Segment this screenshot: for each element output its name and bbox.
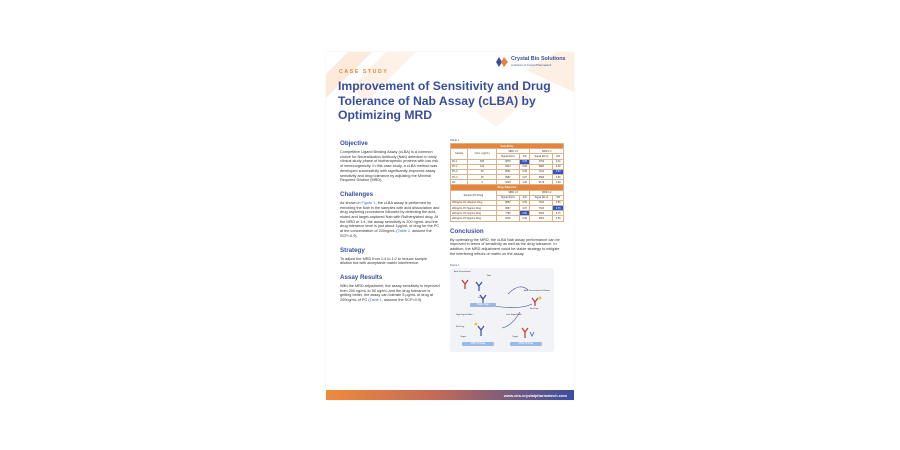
msd-plate-right: MSD HB Plate	[510, 342, 542, 346]
col-signal-header-dt: Signal (RLU)	[496, 195, 519, 200]
sn-cell: 0.48	[553, 164, 564, 169]
sn-cell: 0.76	[553, 206, 564, 211]
signal-cell: 3792	[530, 159, 553, 164]
mrd-14-header-dt: MRD 1:4	[496, 190, 530, 195]
col-sample-pc-header: Sample (PC Drug)	[451, 190, 497, 200]
challenges-heading: Challenges	[340, 190, 374, 198]
col-conc-header: Conc. (ng/mL)	[468, 149, 496, 159]
antibody-icon	[476, 282, 482, 291]
col-sn-header-2: S/N	[553, 154, 564, 159]
sample-cell: NC	[451, 180, 468, 185]
signal-cell: 9179	[530, 180, 553, 185]
label-low-signal: Low Signal Nab -	[506, 314, 523, 317]
signal-cell: 5600	[530, 211, 553, 216]
conc-cell: 100	[468, 164, 496, 169]
antibody-icon	[478, 326, 484, 336]
table-1-link[interactable]: Table 1	[397, 229, 410, 234]
ru-drug-icon	[532, 298, 538, 306]
biotin-plate: Biotin Plate	[470, 303, 496, 307]
mrd-12-header-dt: MRD 1:2	[530, 190, 564, 195]
results-table	[450, 143, 564, 222]
signal-cell: 6878	[496, 159, 519, 164]
signal-cell: 7633	[530, 206, 553, 211]
signal-cell: 7124	[530, 169, 553, 174]
label-ru-drug-top: Ru-Drug	[530, 308, 539, 311]
mrd-12-header: MRD 1:2	[530, 149, 564, 154]
sample-cell: 200ng/mL PC 0μg/mL Drug	[451, 216, 497, 221]
signal-cell: 8324	[496, 164, 519, 169]
target-icon	[530, 332, 534, 336]
sample-cell: 200ng/mL PC 20μg/mL Drug	[451, 200, 497, 205]
table-caption: Table 1	[450, 138, 460, 142]
label-target-right: Target	[512, 336, 519, 339]
sn-cell: 0.56	[553, 216, 564, 221]
sn-cell: 0.96	[519, 169, 530, 174]
objective-heading: Objective	[340, 140, 368, 147]
sample-cell: 200ng/mL PC 5μg/mL Drug	[451, 206, 497, 211]
sn-cell: 0.96	[519, 200, 530, 205]
col-sn-header-dt: S/N	[519, 195, 530, 200]
case-study-document	[326, 52, 574, 400]
results-heading: Assay Results	[340, 273, 383, 281]
figure-caption: Figure 1	[450, 264, 460, 268]
antibody-icon	[522, 328, 528, 338]
sn-cell: 0.83	[553, 169, 564, 174]
transfer-arrow-icon	[494, 304, 532, 308]
brand-tagline: A division of Crystal Pharmatech	[511, 62, 552, 67]
col-signal-header: Signal (RLU)	[496, 154, 519, 159]
sn-cell: 0.84	[519, 164, 530, 169]
signal-cell: 8862	[496, 200, 519, 205]
logo-mark-icon	[496, 57, 508, 67]
sn-cell: 0.97	[519, 175, 530, 180]
signal-cell: 9200	[496, 180, 519, 185]
label-acid-elution: Acid Dissociation & Elution	[524, 290, 551, 293]
signal-cell: 7780	[496, 211, 519, 216]
label-nab: Nab	[487, 275, 492, 278]
sample-cell: PC-2	[451, 164, 468, 169]
drug-tolerance-bar: Drug Tolerance	[451, 185, 564, 190]
left-column	[340, 140, 440, 311]
conclusion-text: By optimizing the MRD, the cLBA Nab assay performance can be improved in terms of sensitivity as well as the drug tolerance. In addition, the MRD adjustment could be viable strategy to mitigate the interfering effects of matrix on the assay.	[450, 237, 560, 256]
signal-cell: 3991	[530, 216, 553, 221]
sn-cell: 0.45	[519, 159, 530, 164]
strategy-text: To adjust the MRD from 1:4 to 1:2 to reduce sample dilution but with acceptable matrix interference.	[340, 256, 427, 266]
sample-cell: PC-1	[451, 159, 468, 164]
sn-cell: 1.00	[519, 180, 530, 185]
ruthenium-label-icon	[475, 323, 478, 326]
signal-cell: 8683	[530, 175, 553, 180]
drug-tolerance-row	[451, 216, 564, 221]
conc-cell: 25	[468, 175, 496, 180]
label-high-signal: High Signal Nab +	[456, 314, 474, 317]
table-1-link-results[interactable]: Table 1	[369, 298, 382, 303]
challenges-text: As shown in Figure 1, the cLBA assay is performed by enriching the Nab in the samples with acid dissociation and drug capturing procedures followed by detecting the acid-eluted and target-captured Nab with Ruthenylated drug. At the MRD of 1:4, the assay sensitivity is 200 ng/mL and the drug tolerance level is just about 1μg/mL of drug for the PC at the concentration of 200ng/mL (Table 1, assume the SCP=0.9).	[340, 200, 440, 238]
results-text: With the MRD adjustment, the assay sensitivity is improved from 200 ng/mL to 50 ng/mL and the drug tolerance is getting better, the assay can tolerate 5 μg/mL of drug at 200ng/mL of PC (Table 1, assume the SCP=0.9).	[340, 283, 440, 303]
document-title: Improvement of Sensitivity and Drug Tolerance of Nab Assay (cLBA) by Optimizing MRD	[338, 79, 551, 123]
figure-1	[450, 264, 554, 352]
sn-cell: 0.41	[553, 159, 564, 164]
brand-logo	[496, 57, 566, 67]
sample-cell: 200ng/mL PC 1μg/mL Drug	[451, 211, 497, 216]
conclusion-heading: Conclusion	[450, 227, 484, 235]
label-acid: Acid Dissociation	[454, 271, 471, 274]
label-target-left: Target	[460, 336, 467, 339]
strategy-heading: Strategy	[340, 246, 365, 254]
objective-text: Competitive Ligand Binding Assay (cLBA) is a common choice for Neutralization Antibody (Nab) detection in early clinical study phase of biotherapeutic proteins with low risk of immunogenicity. In this case study, a cLBA method was developed successfully with significantly-improved assay sensitivity and drug tolerance by adjusting the Minimal Required Dilution (MRD).	[340, 150, 439, 183]
signal-cell: 7813	[530, 200, 553, 205]
col-sn-header-dt-2: S/N	[553, 195, 564, 200]
mrd-14-header: MRD 1:4	[496, 149, 530, 154]
sample-cell: PC-4	[451, 175, 468, 180]
right-column	[450, 138, 564, 352]
sn-cell: 0.96	[553, 175, 564, 180]
case-study-kicker: CASE STUDY	[339, 69, 389, 75]
footer-bar	[326, 390, 574, 400]
conc-cell: 0	[468, 180, 496, 185]
footer-url[interactable]: www.cbs.crystalpharmatech.com	[503, 392, 567, 398]
assay-diagram	[450, 268, 554, 352]
conc-cell: 50	[468, 169, 496, 174]
sensitivity-bar: Sensitivity	[451, 144, 564, 149]
signal-cell: 5882	[530, 164, 553, 169]
ruthenium-label-icon	[539, 297, 542, 300]
sn-cell: 0.86	[553, 200, 564, 205]
sn-cell: 0.75	[553, 211, 564, 216]
col-sn-header: S/N	[519, 154, 530, 159]
col-signal-header-dt-2: Signal (RLU)	[530, 195, 553, 200]
sample-cell: PC-3	[451, 169, 468, 174]
signal-cell: 8661	[496, 169, 519, 174]
label-ru-drug-left: Ru-Drug	[456, 326, 465, 329]
sn-cell: 1.00	[553, 180, 564, 185]
signal-cell: 8687	[496, 206, 519, 211]
col-signal-header-2: Signal (RLU)	[530, 154, 553, 159]
col-sample-header: Sample	[451, 149, 468, 159]
msd-plate-left: MSD HB Plate	[462, 342, 494, 346]
sn-cell: 0.97	[519, 206, 530, 211]
sn-cell: 0.69	[519, 216, 530, 221]
brand-name: Crystal Bio Solutions	[511, 56, 566, 63]
signal-cell: 6230	[496, 216, 519, 221]
label-drug: Drug	[478, 297, 483, 300]
conc-cell: 500	[468, 159, 496, 164]
antibody-icon	[462, 280, 468, 289]
signal-cell: 8987	[496, 175, 519, 180]
figure-1-link[interactable]: Figure 1	[361, 200, 376, 205]
sn-cell: 0.80	[519, 211, 530, 216]
